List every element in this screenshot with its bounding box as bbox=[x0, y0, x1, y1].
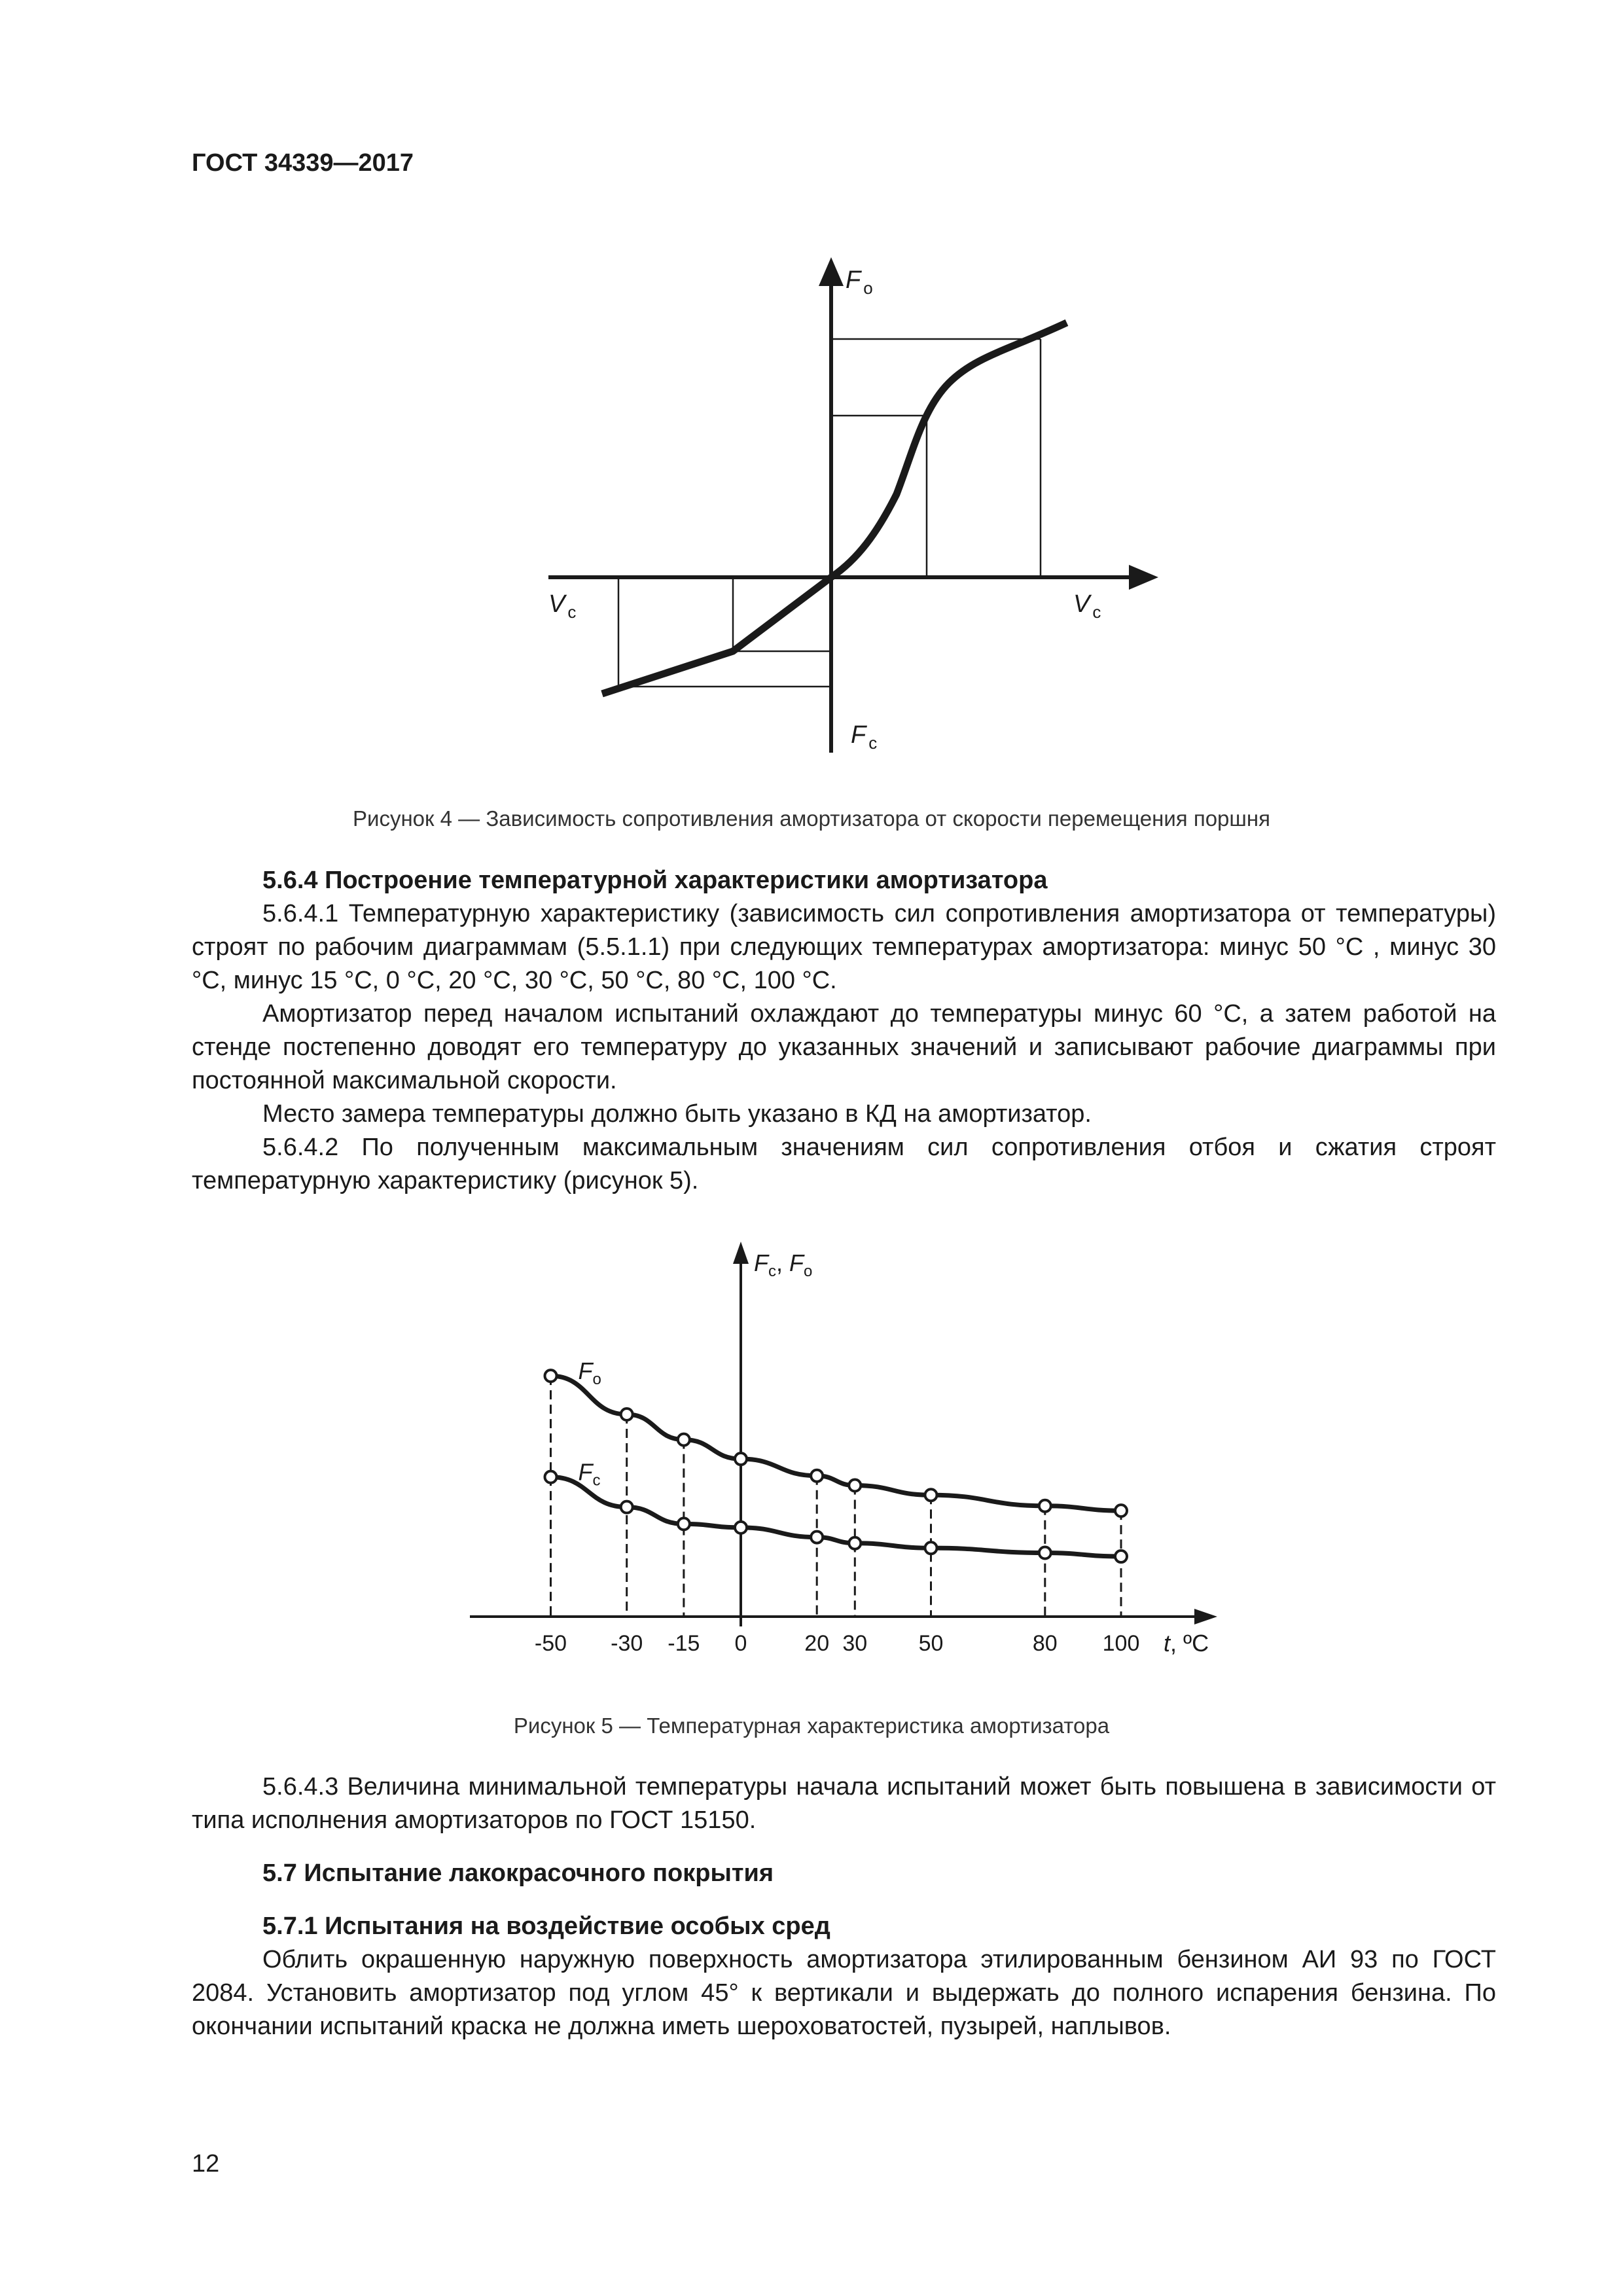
figure-5-chart bbox=[458, 1234, 1243, 1679]
chart-y-axis-label: $F_c$, $F_o$ bbox=[754, 1249, 813, 1280]
figure-5-caption: Рисунок 5 — Температурная характеристика амортизатора bbox=[513, 1713, 1110, 1738]
chart-x-tick-label: -30 bbox=[611, 1631, 643, 1656]
chart-point-fo-0 bbox=[735, 1453, 747, 1465]
chart-point-fc-80 bbox=[1039, 1547, 1051, 1559]
fig4-vc-left-label: V $_c$ bbox=[548, 590, 577, 622]
paragraph-cooling: Амортизатор перед началом испытаний охлаждают до температуры минус 60 °С, а затем работой на стенде постепенно доводят его температуру до указанных значений и записывают рабочие диаграммы при постоянной максимальной скорости. bbox=[192, 1000, 1496, 1094]
chart-x-tick-label: 80 bbox=[1032, 1631, 1058, 1656]
chart-point-fo--15 bbox=[678, 1434, 690, 1446]
chart-point-fo-50 bbox=[925, 1489, 937, 1501]
body-text-block-2 bbox=[192, 1770, 1496, 2043]
chart-point-fo-30 bbox=[849, 1480, 861, 1492]
figure-4-diagram bbox=[537, 252, 1178, 762]
chart-x-tick-label: 100 bbox=[1102, 1631, 1140, 1656]
chart-point-fc-0 bbox=[735, 1522, 747, 1534]
chart-x-axis-arrow bbox=[1194, 1609, 1217, 1624]
chart-point-fc--30 bbox=[621, 1501, 633, 1513]
chart-point-fo-80 bbox=[1039, 1500, 1051, 1512]
chart-point-fc--15 bbox=[678, 1518, 690, 1530]
chart-point-fc-50 bbox=[925, 1542, 937, 1554]
chart-point-fc-20 bbox=[811, 1532, 823, 1543]
paragraph-5-6-4-1: 5.6.4.1 Температурную характеристику (зависимость сил сопротивления амортизатора от температуры) строят по рабочим диаграммам (5.5.1.1) при следующих температурах амортизатора: минус 50 °С , минус 30 °С, минус 15 °С, 0 °С, 20 °С, 30 °С, 50 °С, 80 °С, 100 °С. bbox=[192, 900, 1496, 994]
fig4-f-arrow bbox=[819, 257, 844, 286]
paragraph-5-6-4-3: 5.6.4.3 Величина минимальной температуры начала испытаний может быть повышена в зависимости от типа исполнения амортизаторов по ГОСТ 15150. bbox=[192, 1773, 1496, 1834]
fig4-characteristic-curve bbox=[602, 323, 1067, 694]
page-number: 12 bbox=[192, 2150, 220, 2178]
paragraph-5-6-4-2: 5.6.4.2 По полученным максимальным значениям сил сопротивления отбоя и сжатия строят температурную характеристику (рисунок 5). bbox=[192, 1134, 1496, 1194]
chart-series-line-fc bbox=[551, 1477, 1122, 1556]
chart-x-axis-label: t, ºC bbox=[1164, 1630, 1209, 1657]
chart-x-tick-label: 0 bbox=[734, 1631, 747, 1656]
paragraph-measurement-place: Место замера температуры должно быть указано в КД на амортизатор. bbox=[262, 1100, 1092, 1128]
document-id-header: ГОСТ 34339—2017 bbox=[192, 149, 414, 177]
chart-point-fo--30 bbox=[621, 1408, 633, 1420]
section-5-7-heading: 5.7 Испытание лакокрасочного покрытия bbox=[262, 1859, 774, 1887]
chart-point-fc-100 bbox=[1115, 1551, 1127, 1562]
fig4-v-arrow bbox=[1129, 565, 1158, 590]
section-5-7-1-heading: 5.7.1 Испытания на воздействие особых сред bbox=[262, 1912, 830, 1940]
chart-point-fo--50 bbox=[545, 1370, 557, 1382]
section-5-6-4-heading: 5.6.4 Построение температурной характеристики амортизатора bbox=[262, 867, 1048, 894]
chart-series-label-fc: $F_c$ bbox=[578, 1458, 601, 1490]
chart-point-fc-30 bbox=[849, 1537, 861, 1549]
chart-x-tick-label: 20 bbox=[804, 1631, 830, 1656]
chart-x-tick-label: -15 bbox=[668, 1631, 700, 1656]
chart-x-tick-label: 30 bbox=[842, 1631, 868, 1656]
chart-x-tick-label: -50 bbox=[534, 1631, 567, 1656]
body-text-block-1 bbox=[192, 864, 1496, 1198]
chart-x-tick-label: 50 bbox=[918, 1631, 944, 1656]
fig4-fc-label: F $_c$ bbox=[851, 721, 878, 753]
chart-point-fc--50 bbox=[545, 1471, 557, 1483]
figure-4-caption: Рисунок 4 — Зависимость сопротивления амортизатора от скорости перемещения поршня bbox=[353, 806, 1270, 831]
chart-point-fo-20 bbox=[811, 1470, 823, 1482]
chart-point-fo-100 bbox=[1115, 1505, 1127, 1516]
chart-series-line-fo bbox=[551, 1376, 1122, 1511]
paragraph-5-7-1: Облить окрашенную наружную поверхность амортизатора этилированным бензином АИ 93 по ГОСТ 2084. Установить амортизатор под углом 45° к вертикали и выдержать до полного испарения бензина. По окончании испытаний краска не должна иметь шероховатостей, пузырей, наплывов. bbox=[192, 1946, 1496, 2040]
fig4-fo-label: F $_o$ bbox=[846, 266, 873, 298]
chart-series-label-fo: $F_o$ bbox=[578, 1357, 601, 1389]
chart-y-axis-arrow bbox=[733, 1242, 749, 1264]
fig4-vc-right-label: V $_c$ bbox=[1073, 590, 1101, 622]
